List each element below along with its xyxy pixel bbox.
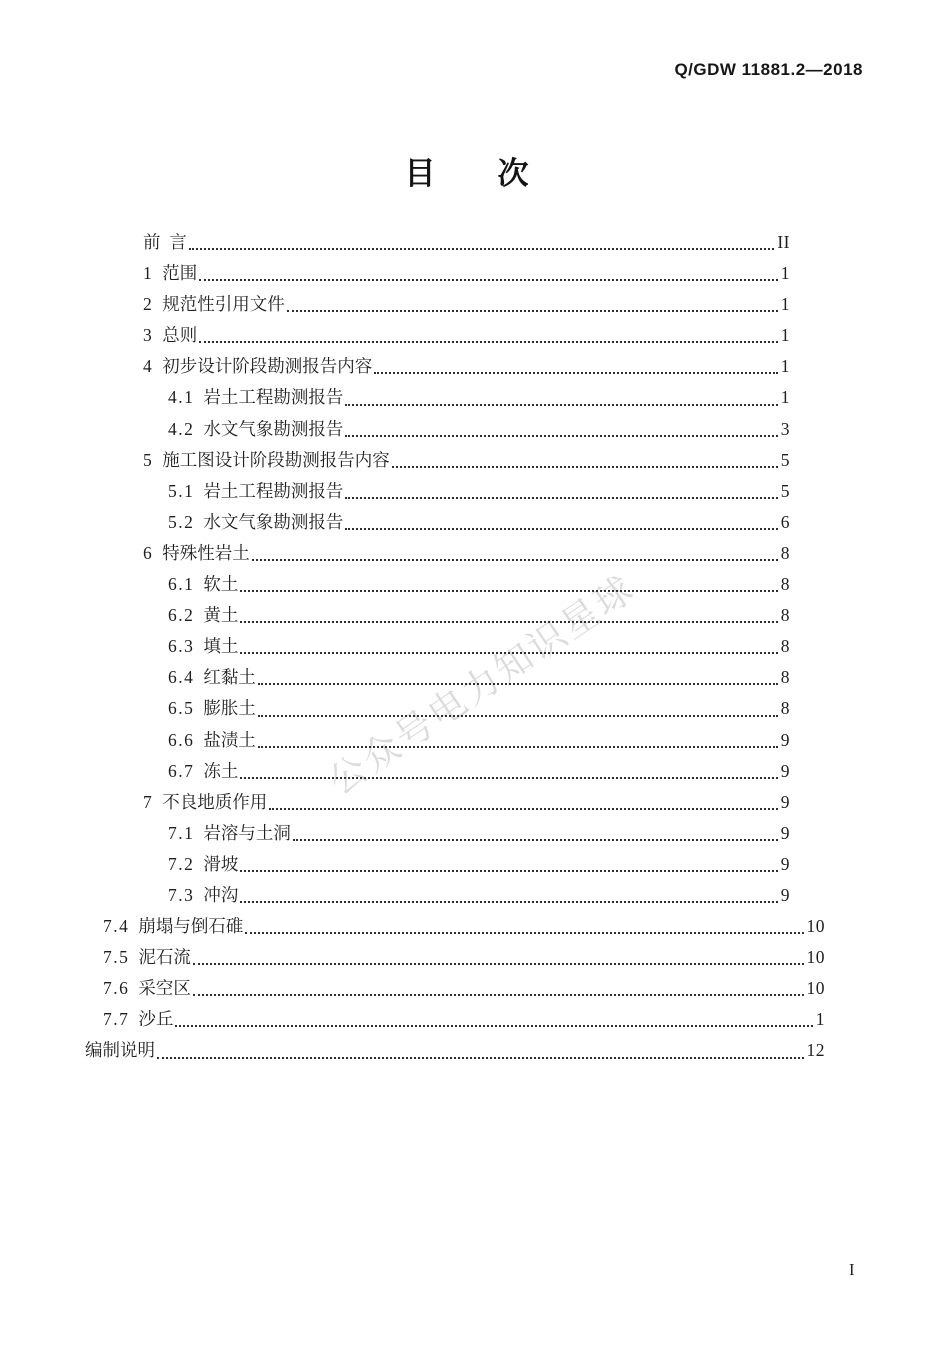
toc-entry-title: 填土: [203, 636, 239, 657]
toc-entry-title: 盐渍土: [203, 729, 256, 750]
toc-entry-compilation-notes: [85, 1035, 825, 1066]
dot-leader: [345, 404, 777, 406]
toc-entry: [103, 911, 825, 942]
dot-leader: [374, 372, 778, 374]
toc-entry-title: 岩土工程勘测报告: [203, 480, 344, 501]
toc-entry: [143, 507, 790, 538]
dot-leader: [240, 621, 777, 623]
dot-leader: [199, 341, 778, 343]
toc-entry-number: 3: [143, 325, 154, 346]
toc-entry-number: 7.1: [168, 822, 195, 843]
toc-entry-page: 5: [780, 480, 790, 501]
toc-entry-page: 10: [806, 916, 825, 937]
toc-entry: [143, 258, 790, 289]
toc-entry-page: 1: [780, 356, 790, 377]
toc-entry-number: 7.2: [168, 853, 195, 874]
toc-entry-title: 规范性引用文件: [162, 294, 285, 315]
toc-entry-page: 8: [780, 698, 790, 719]
toc-entry: [143, 725, 790, 756]
dot-leader: [157, 1057, 804, 1059]
toc-entry: [143, 538, 790, 569]
toc-entry-title: 冻土: [203, 760, 239, 781]
toc-entry-number: 6.6: [168, 729, 195, 750]
toc-entry: [143, 818, 790, 849]
toc-entry-page: 5: [780, 449, 790, 470]
watermark-text: 公众号电力知识星球: [321, 567, 643, 803]
page-title: 目 次: [404, 156, 529, 191]
toc-entry-title: 水文气象勘测报告: [203, 511, 344, 532]
toc-entry-title: 冲沟: [203, 884, 239, 905]
toc-entry-number: 6.2: [168, 605, 195, 626]
toc-entry-page: 10: [806, 947, 825, 968]
folio-page-number: I: [849, 1260, 855, 1279]
toc-entry-title: 软土: [203, 574, 239, 595]
toc-entry-number: 7.7: [103, 1009, 130, 1030]
dot-leader: [269, 808, 778, 810]
toc-entry-title: 范围: [162, 263, 198, 284]
toc-entry-number: 7.5: [103, 947, 130, 968]
dot-leader: [392, 466, 778, 468]
toc-entry-page: 10: [806, 978, 825, 999]
toc-entry: [143, 631, 790, 662]
toc-entry-page: 12: [806, 1040, 825, 1061]
toc-entry-title: 膨胀土: [203, 698, 256, 719]
toc-entry-number: 5: [143, 449, 154, 470]
dot-leader: [189, 248, 775, 250]
toc-entry-page: 9: [780, 884, 790, 905]
table-of-contents: [85, 227, 825, 1067]
dot-leader: [287, 310, 778, 312]
toc-entry: [143, 693, 790, 724]
toc-entry: [143, 445, 790, 476]
toc-entry-title: 岩土工程勘测报告: [203, 387, 344, 408]
toc-entry-foreword: [143, 227, 790, 258]
toc-entry: [143, 476, 790, 507]
toc-entry-page: 8: [780, 636, 790, 657]
toc-entry-title: 初步设计阶段勘测报告内容: [162, 356, 373, 377]
toc-entry-title: 总则: [162, 325, 198, 346]
toc-entry: [143, 880, 790, 911]
toc-entry-number: 7.3: [168, 884, 195, 905]
toc-entry-title: 泥石流: [138, 947, 191, 968]
dot-leader: [293, 839, 778, 841]
toc-entry-title: 施工图设计阶段勘测报告内容: [162, 449, 390, 470]
toc-entry-title: 采空区: [138, 978, 191, 999]
toc-entry: [143, 569, 790, 600]
toc-entry-title: 编制说明: [85, 1040, 155, 1061]
toc-entry-page: 1: [780, 387, 790, 408]
dot-leader: [240, 870, 777, 872]
toc-entry: [103, 942, 825, 973]
toc-entry-page: 1: [780, 263, 790, 284]
toc-entry-page: 9: [780, 853, 790, 874]
toc-entry-number: 6: [143, 542, 154, 563]
dot-leader: [240, 901, 777, 903]
toc-entry: [143, 320, 790, 351]
toc-entry-number: 7: [143, 791, 154, 812]
dot-leader: [199, 279, 778, 281]
dot-leader: [193, 994, 804, 996]
toc-entry-title: 不良地质作用: [162, 791, 268, 812]
toc-entry-page: 9: [780, 729, 790, 750]
toc-entry-number: 6.5: [168, 698, 195, 719]
dot-leader: [240, 652, 777, 654]
toc-entry-number: 4.2: [168, 418, 195, 439]
toc-entry-title: 沙丘: [138, 1009, 174, 1030]
toc-entry: [143, 414, 790, 445]
toc-entry-page: 1: [815, 1009, 825, 1030]
toc-entry: [143, 289, 790, 320]
toc-entry-number: 5.1: [168, 480, 195, 501]
toc-entry: [103, 973, 825, 1004]
dot-leader: [258, 746, 778, 748]
toc-entry-number: 5.2: [168, 511, 195, 532]
toc-entry-page: 8: [780, 605, 790, 626]
toc-entry-number: 7.6: [103, 978, 130, 999]
toc-entry-title: 岩溶与土洞: [203, 822, 291, 843]
toc-entry-page: 8: [780, 542, 790, 563]
toc-entry: [143, 849, 790, 880]
dot-leader: [345, 528, 777, 530]
toc-entry: [143, 351, 790, 382]
toc-entry: [143, 600, 790, 631]
toc-entry: [103, 1004, 825, 1035]
toc-entry-number: 6.7: [168, 760, 195, 781]
dot-leader: [240, 590, 777, 592]
toc-entry-number: 6.1: [168, 574, 195, 595]
dot-leader: [252, 559, 778, 561]
toc-entry: [143, 662, 790, 693]
toc-entry-page: 8: [780, 667, 790, 688]
toc-entry: [143, 756, 790, 787]
toc-entry-number: 6.4: [168, 667, 195, 688]
toc-entry-page: 9: [780, 791, 790, 812]
toc-entry-page: 3: [780, 418, 790, 439]
toc-entry-number: 4: [143, 356, 154, 377]
toc-entry-page: 8: [780, 574, 790, 595]
toc-entry: [143, 787, 790, 818]
toc-entry-title: 崩塌与倒石碓: [138, 916, 244, 937]
standard-number: Q/GDW 11881.2—2018: [674, 60, 863, 79]
toc-entry-number: 2: [143, 294, 154, 315]
dot-leader: [258, 715, 778, 717]
dot-leader: [240, 777, 777, 779]
dot-leader: [258, 683, 778, 685]
toc-entry-number: 1: [143, 263, 154, 284]
toc-entry-page: 1: [780, 294, 790, 315]
toc-entry-number: 6.3: [168, 636, 195, 657]
dot-leader: [345, 497, 777, 499]
dot-leader: [193, 963, 804, 965]
toc-entry-number: 4.1: [168, 387, 195, 408]
toc-entry-title: 红黏土: [203, 667, 256, 688]
toc-entry-number: 7.4: [103, 916, 130, 937]
toc-entry-page: 9: [780, 822, 790, 843]
toc-entry: [143, 382, 790, 413]
toc-entry-page: II: [777, 232, 790, 252]
dot-leader: [245, 932, 803, 934]
toc-entry-page: 1: [780, 325, 790, 346]
toc-entry-title: 黄土: [203, 605, 239, 626]
toc-entry-title: 特殊性岩土: [162, 542, 250, 563]
toc-entry-title: 滑坡: [203, 853, 239, 874]
toc-entry-title: 前 言: [143, 232, 187, 252]
toc-entry-page: 9: [780, 760, 790, 781]
dot-leader: [175, 1025, 812, 1027]
toc-entry-title: 水文气象勘测报告: [203, 418, 344, 439]
dot-leader: [345, 435, 777, 437]
toc-entry-page: 6: [780, 511, 790, 532]
